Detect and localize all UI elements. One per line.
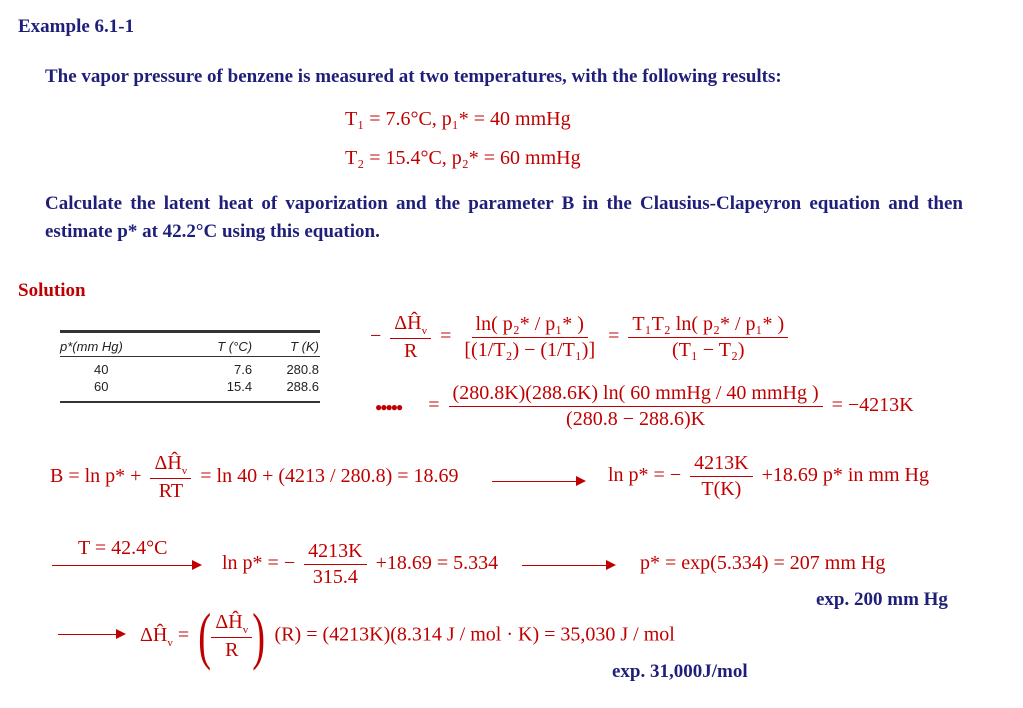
equation-latent-heat-numeric: ●●●●● = $\frac{\text{(280.8K)(288.6K) ln( 60 mmHg / 40 mmHg )}}{(280.8 - 288.6)K}$ = −4213K [375, 382, 914, 430]
expected-heat-note: exp. 31,000J/mol [612, 661, 748, 682]
problem-question: Calculate the latent heat of vaporization and the parameter B in the Clausius-Clapeyron equation and then estimate p* at 42.2°C using this equation. [45, 193, 963, 242]
table-header-cell: T (°C) [217, 339, 253, 354]
table-header-cell: p*(mm Hg) [60, 339, 123, 354]
equation-parameter-b: B = ln p* + $\frac{\Delta Ĥ_v}{RT}$ = ln 40 + (4213 / 280.8) = 18.69 [50, 452, 459, 502]
example-title: Example 6.1-1 [18, 16, 135, 37]
equation-latent-heat-formula: − $\frac{\Delta Ĥ_v}{R}$ = $\frac{\text{ln( p₂* / p₁* )}}{\text{[(1/T₂) − (1/T₁)]}}$ = $\frac{\text{T₁T₂ ln( p₂* / p₁* )}}{\text{(T₁ − T₂)}}$ [370, 312, 792, 363]
problem-intro: The vapor pressure of benzene is measured at two temperatures, with the following results: [45, 66, 782, 87]
table-cell: 280.8 [286, 362, 319, 377]
table-header-cell: T (K) [290, 339, 319, 354]
arrow-right-icon [52, 565, 200, 566]
table-top-rule [60, 330, 320, 333]
expected-pressure-note: exp. 200 mm Hg [816, 589, 948, 610]
equation-ln-p-evaluated: ln p* = − $\frac{4213K}{315.4}$ +18.69 = 5.334 [222, 540, 499, 588]
table-cell: 60 [94, 379, 109, 394]
equation-latent-heat-value: $\Delta Ĥ_v$ = ( $\frac{\Delta Ĥ_v}{R}$ ) (R) = (4213K)(8.314 J / mol · K) = 35,030 J / mol [140, 600, 675, 671]
table-row [60, 361, 320, 378]
data-table [60, 330, 320, 403]
equation-ln-p-general: ln p* = − $\frac{4213K}{T(K)}$ +18.69 p* in mm Hg [608, 452, 929, 500]
table-bottom-rule [60, 401, 320, 403]
equation-p-star-result: p* = exp(5.334) = 207 mm Hg [640, 552, 886, 574]
arrow-right-icon [492, 481, 584, 482]
table-cell: 15.4 [226, 379, 253, 394]
table-header-row [60, 337, 320, 357]
given-2: T₂ = 15.4°C, p₂* = 60 mmHg [345, 147, 581, 169]
solution-label: Solution [18, 280, 86, 301]
arrow-right-icon [522, 565, 614, 566]
given-1: T₁ = 7.6°C, p₁* = 40 mmHg [345, 108, 571, 130]
table-cell: 288.6 [286, 379, 319, 394]
arrow-right-icon [58, 634, 124, 635]
table-cell: 7.6 [233, 362, 253, 377]
table-cell: 40 [94, 362, 109, 377]
table-row [60, 378, 320, 395]
arrow-condition-label: T = 42.4°C [78, 537, 168, 559]
